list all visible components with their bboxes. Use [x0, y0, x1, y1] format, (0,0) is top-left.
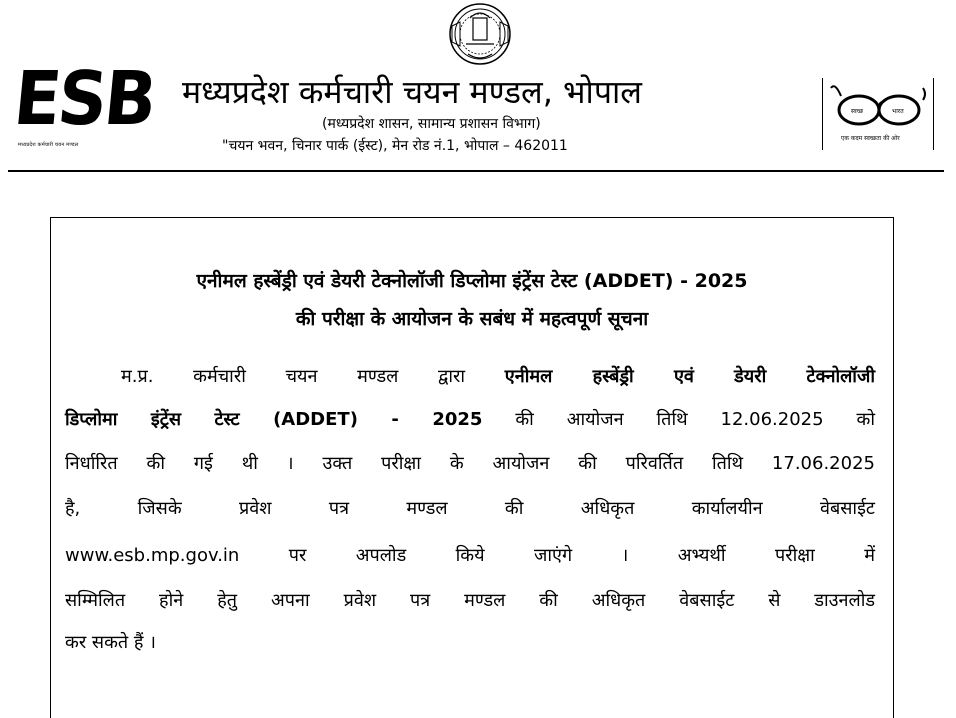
notice-body-line-4: है, जिसके प्रवेश पत्र मण्डल की अधिकृत कार्यालयीन वेबसाईट [65, 498, 875, 519]
notice-body-line-3: निर्धारित की गई थी । उक्त परीक्षा के आयोजन की परिवर्तित तिथि 17.06.2025 [65, 453, 875, 474]
body-line-1-prefix: म.प्र. कर्मचारी चयन मण्डल द्वारा [121, 366, 505, 387]
body-line-2-rest: की आयोजन तिथि 12.06.2025 को [482, 409, 875, 430]
esb-logo [10, 56, 160, 158]
org-subtitle: (मध्यप्रदेश शासन, सामान्य प्रशासन विभाग) [322, 116, 541, 132]
esb-logo-tagline: मध्यप्रदेश कर्मचारी चयन मण्डल [18, 142, 79, 148]
notice-title-line-1: एनीमल हस्बेंड्री एवं डेयरी टेक्नोलॉजी डिप्लोमा इंट्रेंस टेस्ट (ADDET) - 2025 [196, 270, 748, 292]
org-title: मध्यप्रदेश कर्मचारी चयन मण्डल, भोपाल [182, 73, 642, 111]
body-line-2-bold: डिप्लोमा इंट्रेंस टेस्ट (ADDET) - 2025 [65, 409, 483, 430]
esb-logo-mark: ESB [10, 56, 158, 142]
org-address: "चयन भवन, चिनार पार्क (ईस्ट), मेन रोड नं.1, भोपाल – 462011 [222, 138, 568, 154]
body-line-1-bold: एनीमल हस्बेंड्री एवं डेयरी टेक्नोलॉजी [504, 366, 875, 387]
header-divider [8, 170, 944, 172]
bharat-word: भारत [892, 108, 904, 115]
state-emblem-icon [430, 2, 530, 72]
notice-box [50, 217, 894, 718]
notice-body-line-5: www.esb.mp.gov.in पर अपलोड किये जाएंगे । अभ्यर्थी परीक्षा में [65, 545, 875, 566]
swachh-bharat-logo [822, 78, 934, 150]
notice-body-line-2 [65, 406, 875, 434]
notice-body-line-7: कर सकते हैं । [65, 632, 156, 653]
notice-body-line-6: सम्मिलित होने हेतु अपना प्रवेश पत्र मण्डल की अधिकृत वेबसाईट से डाउनलोड [65, 590, 875, 611]
notice-body-line-1 [121, 363, 875, 391]
spectacles-icon [823, 78, 933, 134]
notice-title-line-2: की परीक्षा के आयोजन के सबंध में महत्वपूर्ण सूचना [295, 308, 649, 330]
swachh-word: स्वच्छ [851, 108, 864, 115]
swachh-tagline: एक कदम स्वच्छता की ओर [841, 135, 900, 142]
